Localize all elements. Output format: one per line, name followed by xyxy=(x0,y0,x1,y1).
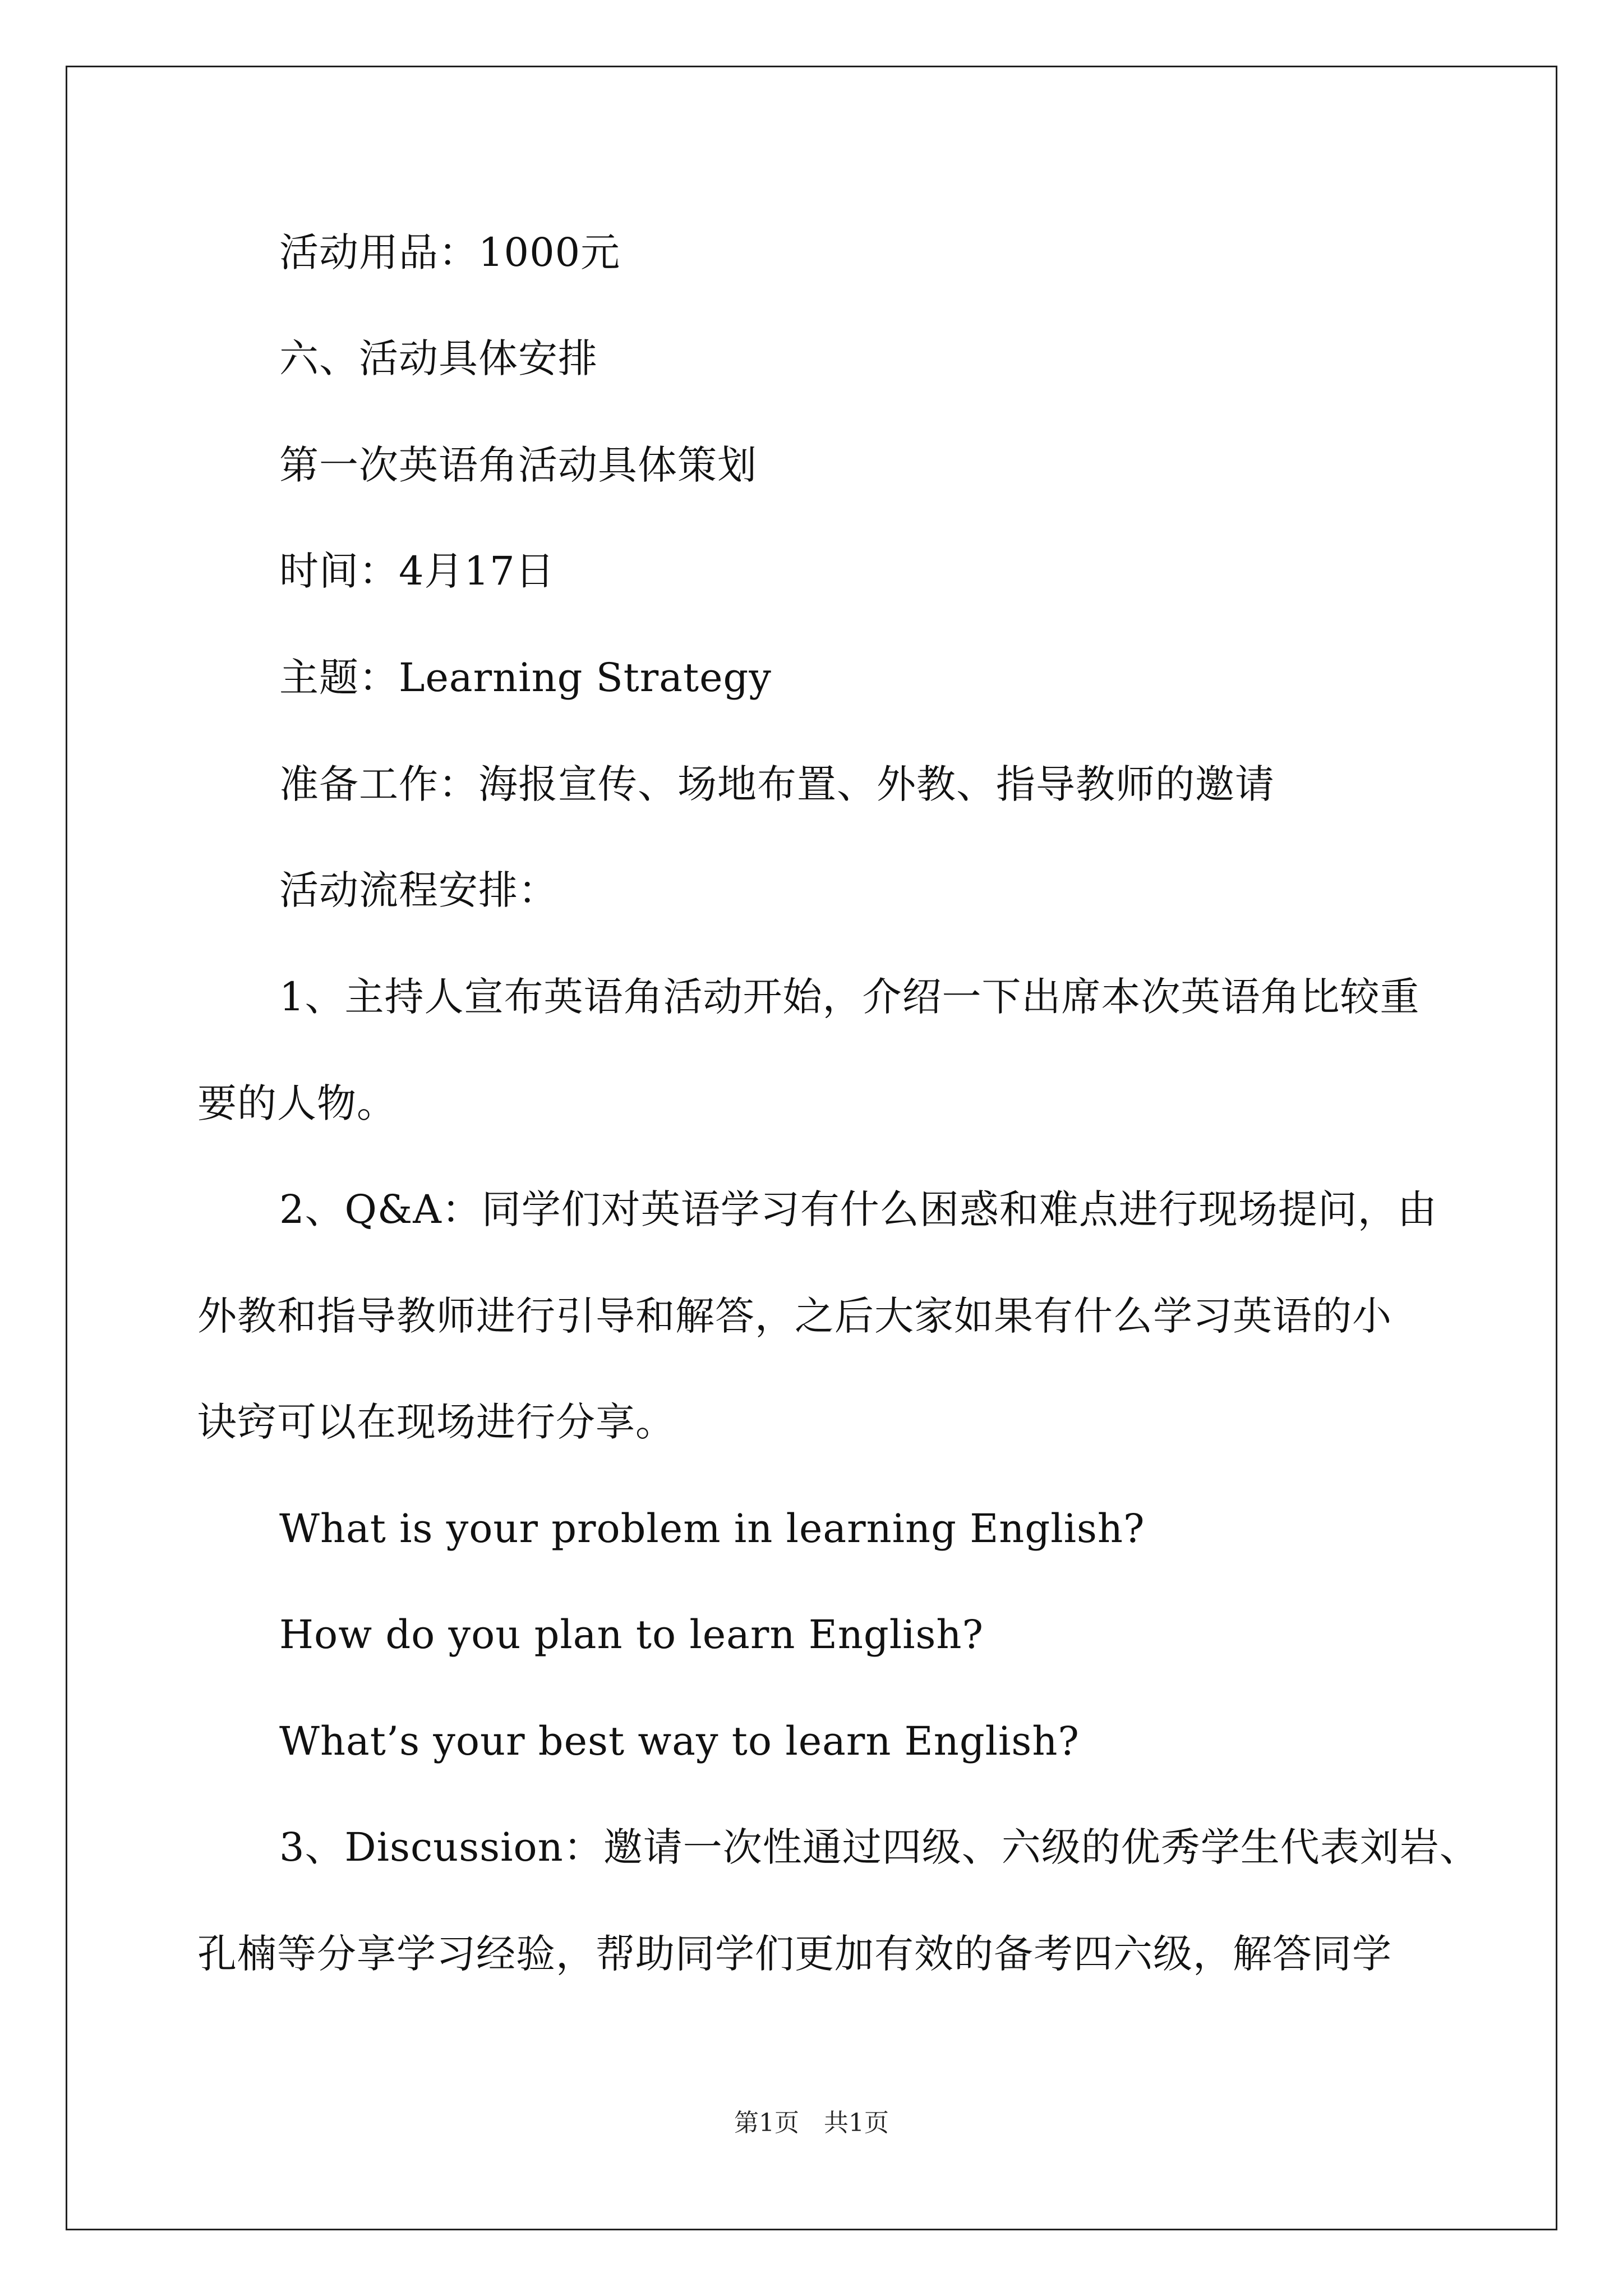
page-border xyxy=(66,66,1557,2230)
text-line: 准备工作：海报宣传、场地布置、外教、指导教师的邀请 xyxy=(279,761,1275,807)
text-line: What’s your best way to learn English? xyxy=(279,1718,1080,1764)
text-line: 要的人物。 xyxy=(197,1080,396,1126)
text-line: 孔楠等分享学习经验，帮助同学们更加有效的备考四六级，解答同学 xyxy=(197,1931,1392,1977)
text-line: What is your problem in learning English? xyxy=(279,1506,1145,1552)
section-heading: 六、活动具体安排 xyxy=(279,335,598,381)
text-line: 第一次英语角活动具体策划 xyxy=(279,442,757,488)
text-line: 诀窍可以在现场进行分享。 xyxy=(197,1399,675,1445)
text-line: 时间：4月17日 xyxy=(279,548,555,594)
text-line: 活动用品：1000元 xyxy=(279,229,621,275)
text-line: How do you plan to learn English? xyxy=(279,1612,984,1658)
text-line: 主题：Learning Strategy xyxy=(279,655,772,701)
text-line: 1、主持人宣布英语角活动开始，介绍一下出席本次英语角比较重 xyxy=(279,974,1420,1020)
text-line: 3、Discussion：邀请一次性通过四级、六级的优秀学生代表刘岩、 xyxy=(279,1824,1479,1870)
text-line: 2、Q&A：同学们对英语学习有什么困惑和难点进行现场提问，由 xyxy=(279,1186,1437,1232)
page-footer: 第1页 共1页 xyxy=(734,2109,889,2137)
text-line: 外教和指导教师进行引导和解答，之后大家如果有什么学习英语的小 xyxy=(197,1293,1392,1339)
text-line: 活动流程安排： xyxy=(279,867,558,913)
